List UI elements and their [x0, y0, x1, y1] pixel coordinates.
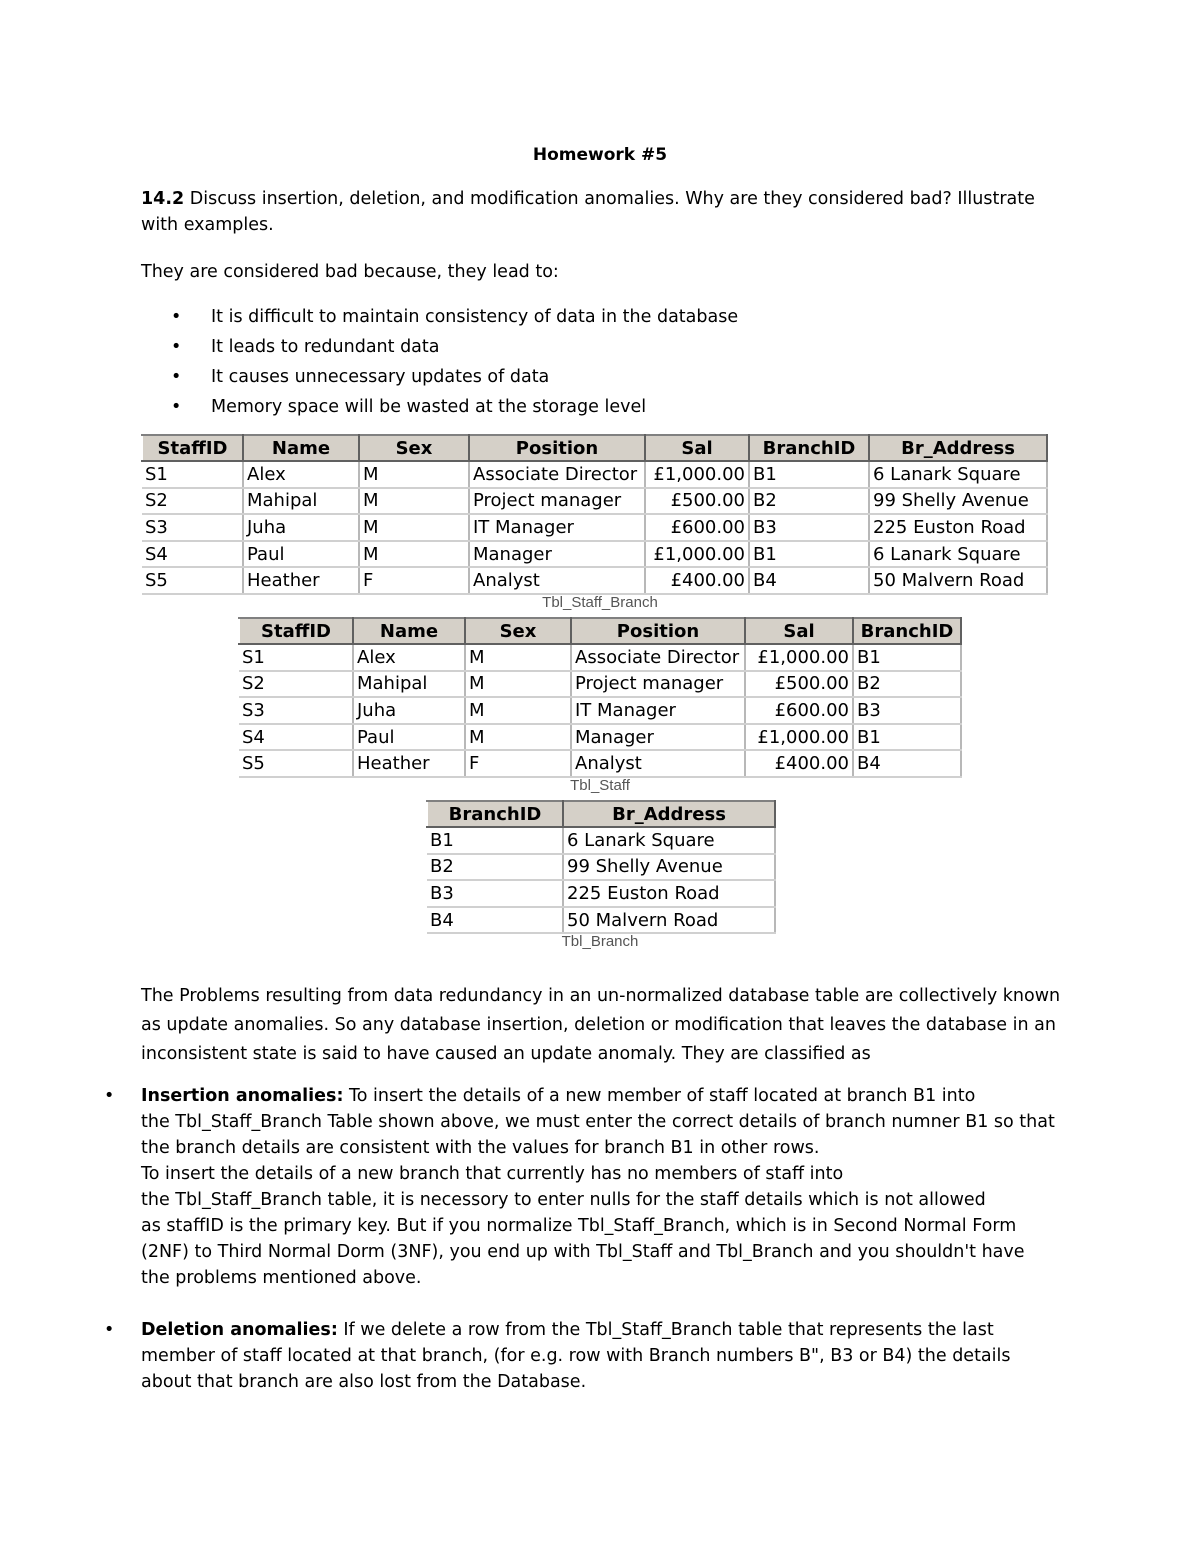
deletion-line: If we delete a row from the Tbl_Staff_Branch table that represents the last — [337, 1320, 994, 1340]
question-text-line2: with examples. — [141, 215, 274, 235]
deletion-heading: Deletion anomalies: — [141, 1320, 338, 1340]
cell: £1,000.00 — [645, 461, 749, 488]
cell: £400.00 — [645, 567, 749, 594]
insertion-heading: Insertion anomalies: — [141, 1086, 344, 1106]
column-header: Br_Address — [563, 801, 775, 827]
question-number: 14.2 — [141, 189, 185, 209]
cell: £1,000.00 — [745, 724, 853, 751]
insertion-line: the branch details are consistent with the values for branch B1 in other rows. — [141, 1138, 820, 1158]
cell: Mahipal — [243, 488, 359, 515]
bullet: • — [104, 1086, 115, 1106]
bullet: • — [171, 307, 182, 327]
branch-table — [426, 800, 776, 934]
page-title: Homework #5 — [532, 145, 668, 165]
cell: 6 Lanark Square — [563, 827, 775, 854]
column-header: StaffID — [239, 618, 353, 644]
insertion-line: To insert the details of a new member of staff located at branch B1 into — [343, 1086, 976, 1106]
cell: S4 — [239, 724, 353, 751]
cell: M — [359, 514, 469, 541]
column-header: Br_Address — [869, 435, 1047, 461]
cell: £500.00 — [645, 488, 749, 515]
cell: B4 — [427, 907, 563, 934]
table-row — [427, 907, 775, 934]
cell: B4 — [853, 750, 961, 777]
insertion-line: To insert the details of a new branch that currently has no members of staff into — [141, 1164, 844, 1184]
cell: Paul — [243, 541, 359, 568]
cell: Analyst — [571, 750, 745, 777]
cell: 6 Lanark Square — [869, 461, 1047, 488]
table-header-row — [427, 801, 775, 827]
lead-sentence: They are considered bad because, they lead to: — [141, 262, 559, 282]
cell: Heather — [243, 567, 359, 594]
cell: Associate Director — [469, 461, 645, 488]
column-header: BranchID — [427, 801, 563, 827]
question — [141, 186, 1035, 238]
cell: S2 — [142, 488, 243, 515]
summary-paragraph — [141, 982, 1060, 1069]
cell: IT Manager — [469, 514, 645, 541]
cell: F — [465, 750, 571, 777]
cell: B3 — [853, 697, 961, 724]
cell: £1,000.00 — [645, 541, 749, 568]
reason-item: It leads to redundant data — [211, 337, 440, 357]
cell: 225 Euston Road — [563, 880, 775, 907]
cell: S5 — [142, 567, 243, 594]
table-row — [142, 567, 1047, 594]
cell: Juha — [243, 514, 359, 541]
column-header: Position — [571, 618, 745, 644]
cell: £1,000.00 — [745, 644, 853, 671]
cell: S5 — [239, 750, 353, 777]
cell: IT Manager — [571, 697, 745, 724]
table-caption: Tbl_Branch — [561, 933, 639, 950]
table-row — [239, 697, 961, 724]
cell: B2 — [749, 488, 869, 515]
cell: M — [465, 644, 571, 671]
insertion-line: the Tbl_Staff_Branch table, it is necessory to enter nulls for the staff details which is not allowed — [141, 1190, 986, 1210]
cell: Juha — [353, 697, 465, 724]
cell: M — [359, 541, 469, 568]
bullet: • — [171, 397, 182, 417]
summary-line: The Problems resulting from data redundancy in an un-normalized database table are collectively known — [141, 986, 1061, 1006]
table-row — [239, 644, 961, 671]
cell: 50 Malvern Road — [869, 567, 1047, 594]
bullet: • — [171, 367, 182, 387]
cell: S1 — [239, 644, 353, 671]
staff-branch-table — [141, 434, 1048, 595]
cell: S3 — [142, 514, 243, 541]
cell: 6 Lanark Square — [869, 541, 1047, 568]
column-header: BranchID — [749, 435, 869, 461]
column-header: StaffID — [142, 435, 243, 461]
insertion-anomalies — [141, 1083, 1055, 1291]
table-header-row — [239, 618, 961, 644]
cell: £600.00 — [745, 697, 853, 724]
insertion-line: the problems mentioned above. — [141, 1268, 422, 1288]
table-row — [427, 880, 775, 907]
cell: M — [359, 488, 469, 515]
table-header-row — [142, 435, 1047, 461]
column-header: Sal — [745, 618, 853, 644]
insertion-line: as staffID is the primary key. But if you normalize Tbl_Staff_Branch, which is in Second Normal Form — [141, 1216, 1017, 1236]
staff-table — [238, 617, 962, 778]
column-header: Sex — [359, 435, 469, 461]
cell: £500.00 — [745, 671, 853, 698]
cell: £600.00 — [645, 514, 749, 541]
cell: B1 — [427, 827, 563, 854]
table-caption: Tbl_Staff — [570, 777, 630, 794]
cell: B1 — [853, 644, 961, 671]
cell: M — [465, 724, 571, 751]
summary-line: as update anomalies. So any database insertion, deletion or modification that leaves the database in an — [141, 1015, 1056, 1035]
cell: 99 Shelly Avenue — [869, 488, 1047, 515]
cell: B3 — [427, 880, 563, 907]
cell: B2 — [427, 854, 563, 881]
table-row — [142, 488, 1047, 515]
cell: S2 — [239, 671, 353, 698]
column-header: Sex — [465, 618, 571, 644]
table-row — [239, 750, 961, 777]
reason-item: It causes unnecessary updates of data — [211, 367, 550, 387]
column-header: BranchID — [853, 618, 961, 644]
deletion-anomalies — [141, 1317, 1011, 1395]
table-row — [142, 461, 1047, 488]
cell: Heather — [353, 750, 465, 777]
table-row — [142, 541, 1047, 568]
cell: Manager — [571, 724, 745, 751]
deletion-line: member of staff located at that branch, (for e.g. row with Branch numbers B", B3 or B4) the details — [141, 1346, 1011, 1366]
cell: 50 Malvern Road — [563, 907, 775, 934]
bullet: • — [104, 1320, 115, 1340]
cell: Project manager — [571, 671, 745, 698]
summary-line: inconsistent state is said to have caused an update anomaly. They are classified as — [141, 1044, 871, 1064]
cell: M — [465, 697, 571, 724]
cell: F — [359, 567, 469, 594]
cell: Alex — [243, 461, 359, 488]
cell: S3 — [239, 697, 353, 724]
column-header: Sal — [645, 435, 749, 461]
table-row — [239, 724, 961, 751]
cell: B1 — [749, 461, 869, 488]
insertion-line: (2NF) to Third Normal Dorm (3NF), you end up with Tbl_Staff and Tbl_Branch and you shouldn't have — [141, 1242, 1025, 1262]
column-header: Name — [243, 435, 359, 461]
cell: B4 — [749, 567, 869, 594]
column-header: Name — [353, 618, 465, 644]
cell: M — [359, 461, 469, 488]
cell: Paul — [353, 724, 465, 751]
cell: Associate Director — [571, 644, 745, 671]
cell: Project manager — [469, 488, 645, 515]
cell: B2 — [853, 671, 961, 698]
cell: S4 — [142, 541, 243, 568]
table-row — [427, 827, 775, 854]
table-caption: Tbl_Staff_Branch — [542, 594, 658, 611]
cell: Manager — [469, 541, 645, 568]
deletion-line: about that branch are also lost from the Database. — [141, 1372, 587, 1392]
question-text-line1: Discuss insertion, deletion, and modification anomalies. Why are they considered bad? Illustrate — [184, 189, 1035, 209]
table-row — [239, 671, 961, 698]
insertion-line: the Tbl_Staff_Branch Table shown above, we must enter the correct details of branch numner B1 so that — [141, 1112, 1055, 1132]
cell: 99 Shelly Avenue — [563, 854, 775, 881]
table-row — [427, 854, 775, 881]
cell: Alex — [353, 644, 465, 671]
bullet: • — [171, 337, 182, 357]
cell: B1 — [749, 541, 869, 568]
cell: 225 Euston Road — [869, 514, 1047, 541]
cell: S1 — [142, 461, 243, 488]
table-row — [142, 514, 1047, 541]
cell: Analyst — [469, 567, 645, 594]
column-header: Position — [469, 435, 645, 461]
cell: £400.00 — [745, 750, 853, 777]
reason-item: Memory space will be wasted at the storage level — [211, 397, 647, 417]
cell: M — [465, 671, 571, 698]
cell: B1 — [853, 724, 961, 751]
reason-item: It is difficult to maintain consistency of data in the database — [211, 307, 739, 327]
cell: B3 — [749, 514, 869, 541]
cell: Mahipal — [353, 671, 465, 698]
